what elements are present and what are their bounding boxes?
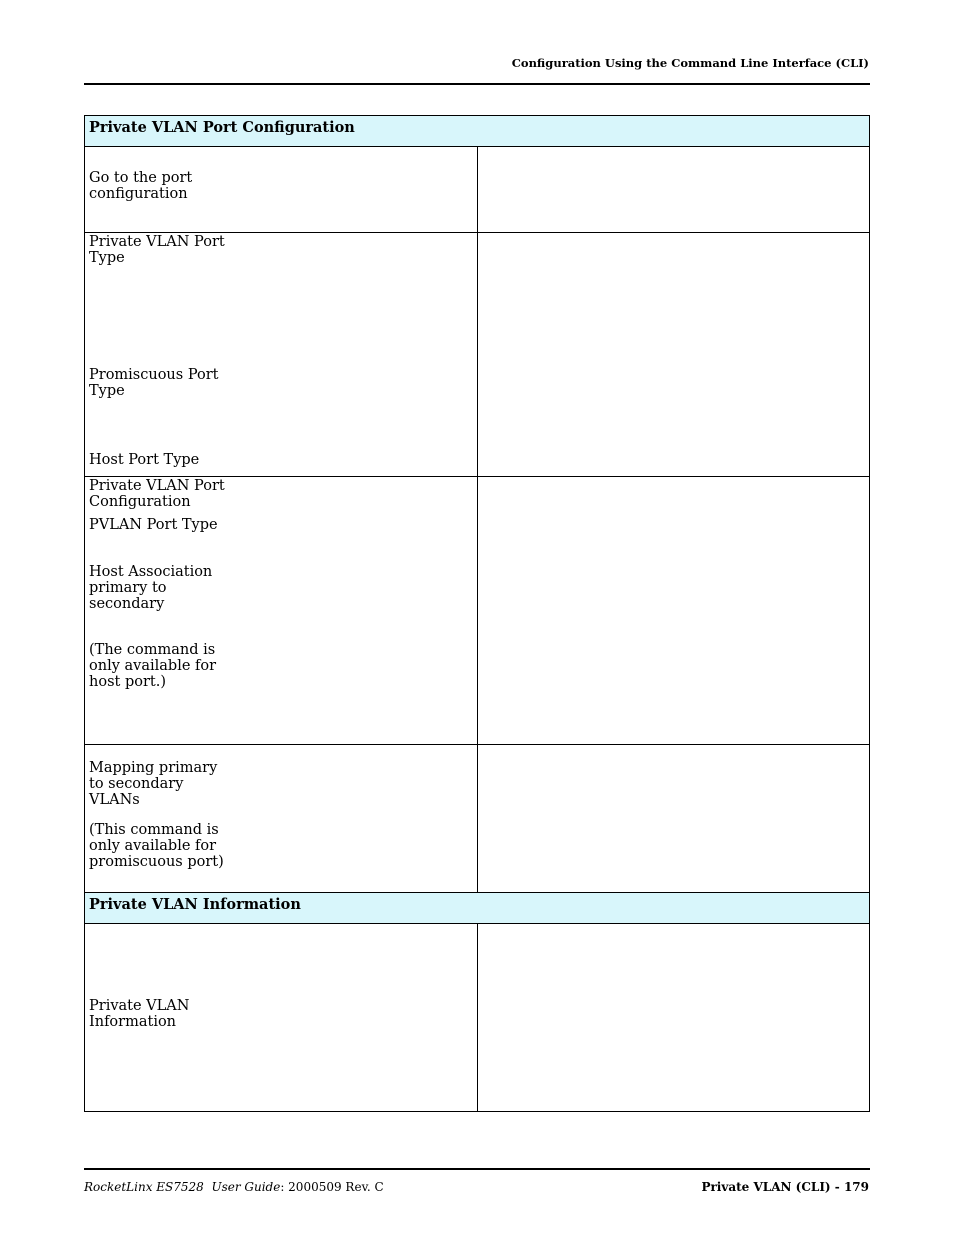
command-cell [477,924,870,1112]
row-label: Mapping primary to secondary VLANs [89,760,218,808]
label-cell [85,477,478,745]
section-header-row [85,116,870,147]
label-cell [85,147,478,233]
label-cell [85,233,478,477]
table-row [85,147,870,233]
table-row [85,924,870,1112]
footer-page-label: Private VLAN (CLI) - 179 [701,1180,869,1194]
row-label: (This command is only available for promiscuous port) [89,822,224,870]
header-rule [84,83,870,85]
running-header: Configuration Using the Command Line Interface (CLI) [511,56,869,70]
row-label: Promiscuous Port Type [89,367,219,399]
row-label: (The command is only available for host port.) [89,642,217,690]
footer-doc-number: : 2000509 Rev. C [280,1180,384,1194]
footer-document-info [84,1180,384,1194]
pvlan-cli-table [84,115,870,1112]
label-cell [85,924,478,1112]
row-label: Go to the port configuration [89,170,193,202]
command-cell [477,233,870,477]
section-title-information: Private VLAN Information [85,893,870,924]
row-label: Host Association primary to secondary [89,564,213,612]
table-row [85,745,870,893]
command-cell [477,477,870,745]
footer-guide: User Guide [211,1180,281,1194]
row-label: Private VLAN Port Configuration [89,478,225,510]
table-row [85,233,870,477]
command-cell [477,147,870,233]
footer-product: RocketLinx ES7528 [84,1180,204,1194]
table-row [85,477,870,745]
command-cell [477,745,870,893]
label-cell [85,745,478,893]
row-label: Private VLAN Information [89,998,190,1030]
section-header-row [85,893,870,924]
row-label: PVLAN Port Type [89,517,218,533]
footer-rule [84,1168,870,1170]
row-label: Private VLAN Port Type [89,234,225,266]
row-label: Host Port Type [89,452,200,468]
section-title-port-configuration: Private VLAN Port Configuration [85,116,870,147]
